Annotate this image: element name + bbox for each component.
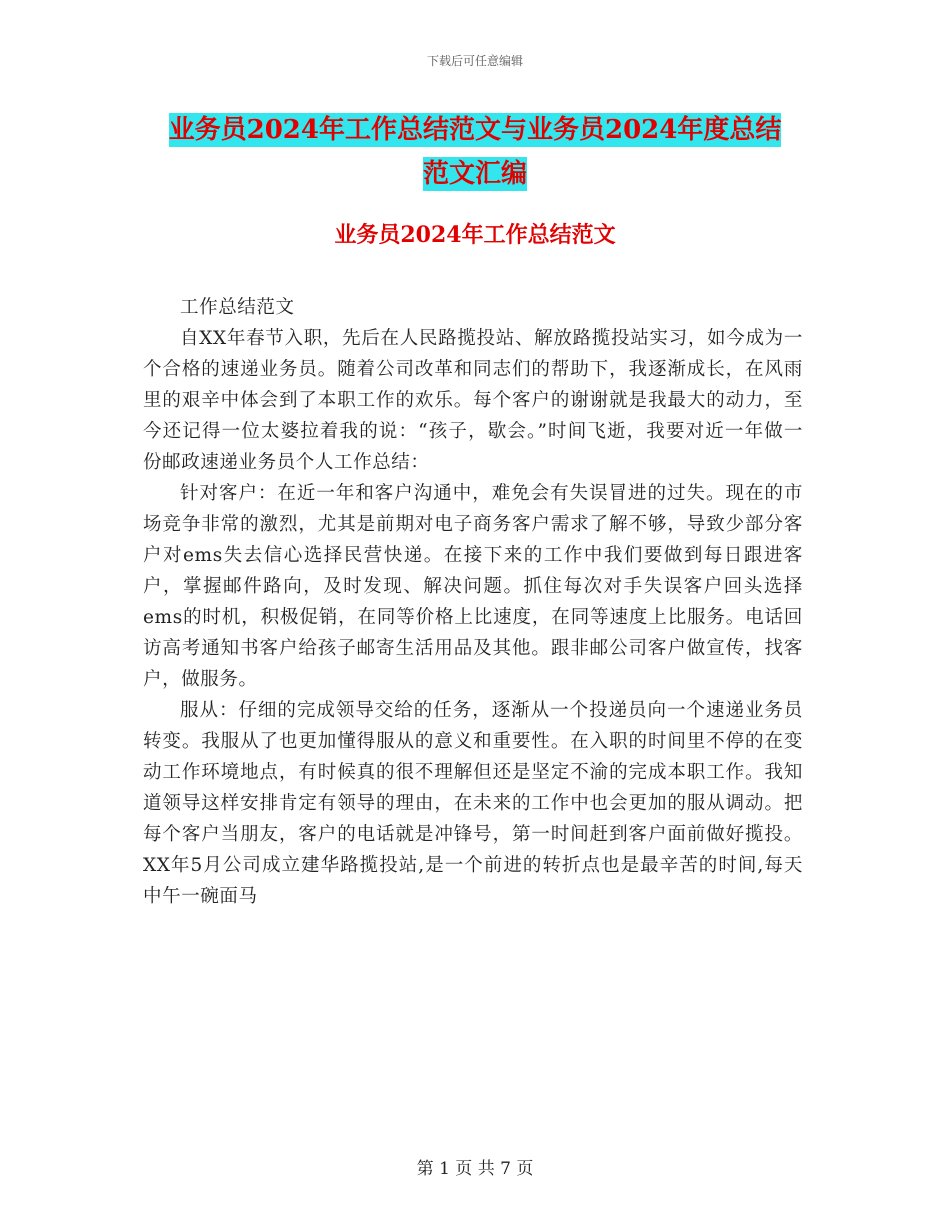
document-body [143,292,803,912]
paragraph: 服从：仔细的完成领导交给的任务，逐渐从一个投递员向一个速递业务员转变。我服从了也更加懂得服从的意义和重要性。在入职的时间里不停的在变动工作环境地点，有时候真的很不理解但还是坚定不渝的完成本职工作。我知道领导这样安排肯定有领导的理由，在未来的工作中也会更加的服从调动。把每个客户当朋友，客户的电话就是冲锋号，第一时间赶到客户面前做好揽投。XX年5月公司成立建华路揽投站,是一个前进的转折点也是最辛苦的时间,每天中午一碗面马 [143,700,803,907]
paragraph: 针对客户：在近一年和客户沟通中，难免会有失误冒进的过失。现在的市场竞争非常的激烈，尤其是前期对电子商务客户需求了解不够，导致少部分客户对ems失去信心选择民营快递。在接下来的工作中我们要做到每日跟进客户，掌握邮件路向，及时发现、解决问题。抓住每次对手失误客户回头选择ems的时机，积极促销，在同等价格上比速度，在同等速度上比服务。电话回访高考通知书客户给孩子邮寄生活用品及其他。跟非邮公司客户做宣传，找客户，做服务。 [143,483,803,690]
document-title-line-1: 业务员2024年工作总结范文与业务员2024年度总结 [168,115,782,145]
document-title [140,108,810,196]
paragraph: 自XX年春节入职，先后在人民路揽投站、解放路揽投站实习，如今成为一个合格的速递业务员。随着公司改革和同志们的帮助下，我逐渐成长，在风雨里的艰辛中体会到了本职工作的欢乐。每个客户的谢谢就是我最大的动力，至今还记得一位太婆拉着我的说：“孩子，歇会。”时间飞逝，我要对近一年做一份邮政速递业务员个人工作总结： [143,328,803,473]
section-title: 业务员2024年工作总结范文 [334,222,616,248]
paragraph: 工作总结范文 [180,297,295,318]
document-title-line-2: 范文汇编 [422,159,527,189]
header-note: 下载后可任意编辑 [426,54,523,68]
page-number-footer: 第 1 页 共 7 页 [416,1159,534,1179]
